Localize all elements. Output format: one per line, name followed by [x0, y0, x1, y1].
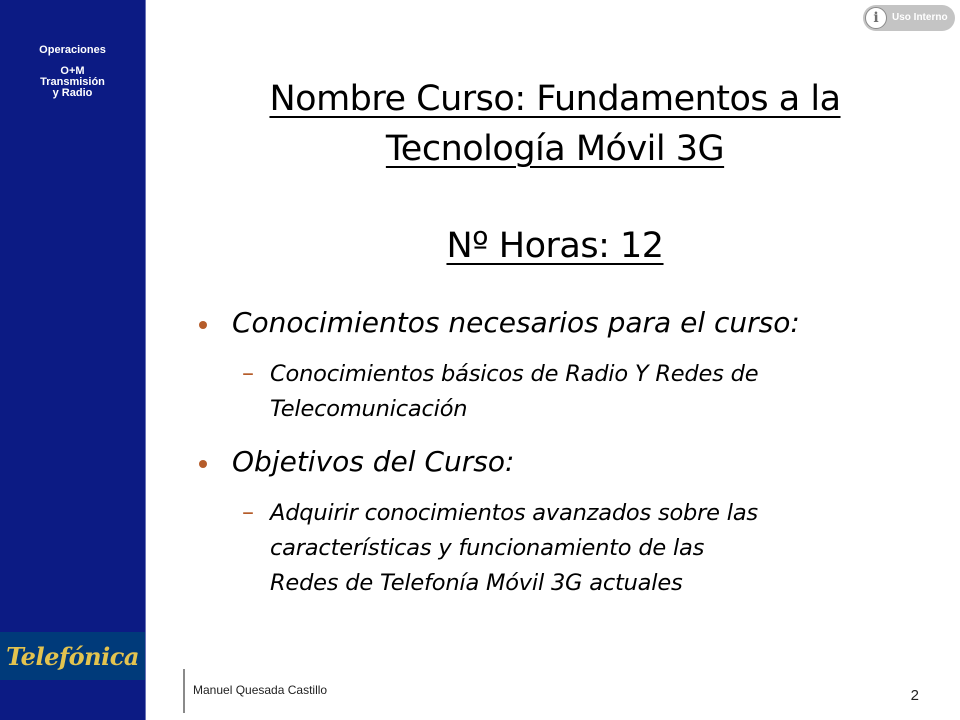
- bullet-icon: [199, 321, 207, 329]
- prerequisites-text-line2: Telecomunicación: [270, 396, 468, 422]
- dash-icon: –: [242, 498, 254, 526]
- prerequisites-text-line1: Conocimientos básicos de Radio Y Redes de: [270, 361, 759, 387]
- objectives-text-line3: Redes de Telefonía Móvil 3G actuales: [270, 570, 683, 596]
- bullet-icon: [199, 460, 207, 468]
- sidebar-label-radio: y Radio: [52, 87, 93, 99]
- telefonica-logo: Telefónica: [6, 642, 139, 671]
- course-hours: Nº Horas: 12: [446, 226, 664, 266]
- sidebar-label-operaciones: Operaciones: [39, 44, 106, 56]
- info-icon: i: [865, 7, 887, 29]
- sidebar-label-transmision: Transmisión: [40, 76, 105, 88]
- objectives-text-line1: Adquirir conocimientos avanzados sobre las: [270, 500, 758, 526]
- objectives-text-line2: características y funcionamiento de las: [270, 535, 705, 561]
- page-number: 2: [910, 687, 919, 704]
- dash-icon: –: [242, 359, 254, 387]
- course-title-line1: Nombre Curso: Fundamentos a la: [269, 79, 841, 119]
- footer-author: Manuel Quesada Castillo: [193, 683, 328, 697]
- footer-divider: [183, 669, 185, 713]
- uso-interno-badge: [863, 5, 955, 31]
- objectives-heading: Objetivos del Curso:: [232, 445, 515, 478]
- prerequisites-heading: Conocimientos necesarios para el curso:: [232, 306, 800, 339]
- course-title-line2: Tecnología Móvil 3G: [385, 129, 725, 169]
- sidebar-label-om: O+M: [60, 65, 85, 77]
- badge-label: Uso Interno: [892, 12, 948, 23]
- sidebar: [0, 0, 146, 720]
